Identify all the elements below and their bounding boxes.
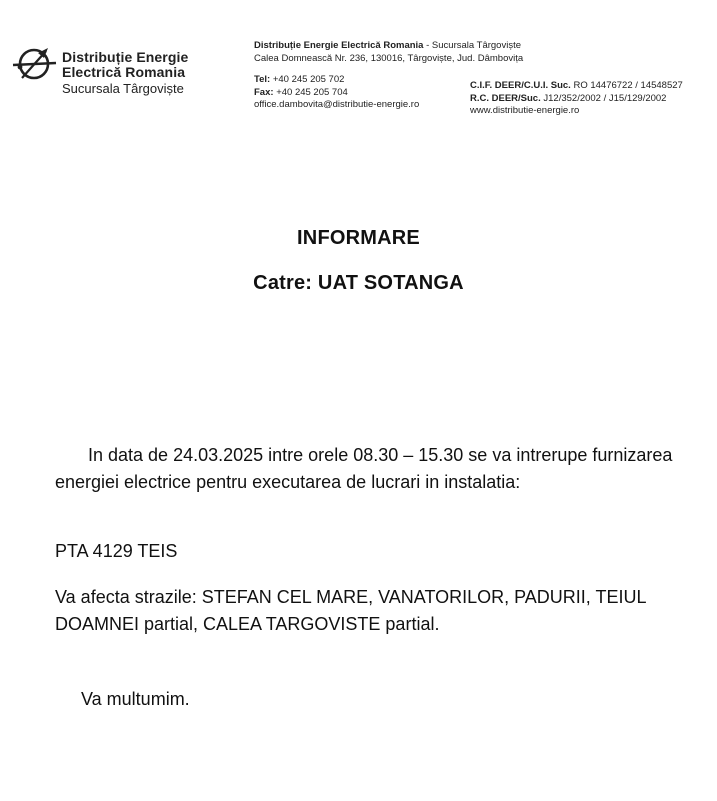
fax-label: Fax: xyxy=(254,86,274,98)
tel-label: Tel: xyxy=(254,74,271,85)
notice-paragraph xyxy=(55,442,675,496)
closing-text: Va multumim. xyxy=(81,689,190,709)
cif-label: C.I.F. DEER/C.U.I. Suc. xyxy=(470,80,571,91)
logo-line-2: Electrică Romania xyxy=(62,64,186,80)
company-logo-icon xyxy=(10,44,58,84)
company-header xyxy=(254,40,523,65)
company-branch: - Sucursala Târgoviște xyxy=(426,40,521,51)
company-name: Distribuție Energie Electrică Romania xyxy=(254,40,424,51)
email-address: office.dambovita@distributie-energie.ro xyxy=(254,99,420,110)
website: www.distributie-energie.ro xyxy=(470,105,580,116)
company-address: Calea Domnească Nr. 236, 130016, Târgoviște, Jud. Dâmbovița xyxy=(254,52,524,64)
company-logo-text xyxy=(62,50,188,96)
fax-value: +40 245 205 704 xyxy=(276,86,348,98)
contact-block xyxy=(254,74,419,112)
notice-paragraph-text: In data de 24.03.2025 intre orele 08.30 – 15.30 se va intrerupe furnizarea energiei electrice pentru executarea de lucrari in instalatia: xyxy=(55,445,673,492)
logo-line-3: Sucursala Târgoviște xyxy=(62,81,184,96)
document-recipient: Catre: UAT SOTANGA xyxy=(253,272,464,294)
rc-label: R.C. DEER/Suc. xyxy=(470,92,541,104)
registration-block xyxy=(470,80,683,118)
cif-value: RO 14476722 / 14548527 xyxy=(573,80,683,91)
installation-name: PTA 4129 TEIS xyxy=(55,541,178,561)
affected-streets: Va afecta strazile: STEFAN CEL MARE, VANATORILOR, PADURII, TEIUL DOAMNEI partial, CALEA TARGOVISTE partial. xyxy=(55,587,646,634)
rc-value: J12/352/2002 / J15/129/2002 xyxy=(543,92,667,104)
tel-value: +40 245 205 702 xyxy=(272,74,345,85)
logo-line-1: Distribuție Energie xyxy=(62,49,189,65)
document-title: INFORMARE xyxy=(297,227,420,249)
